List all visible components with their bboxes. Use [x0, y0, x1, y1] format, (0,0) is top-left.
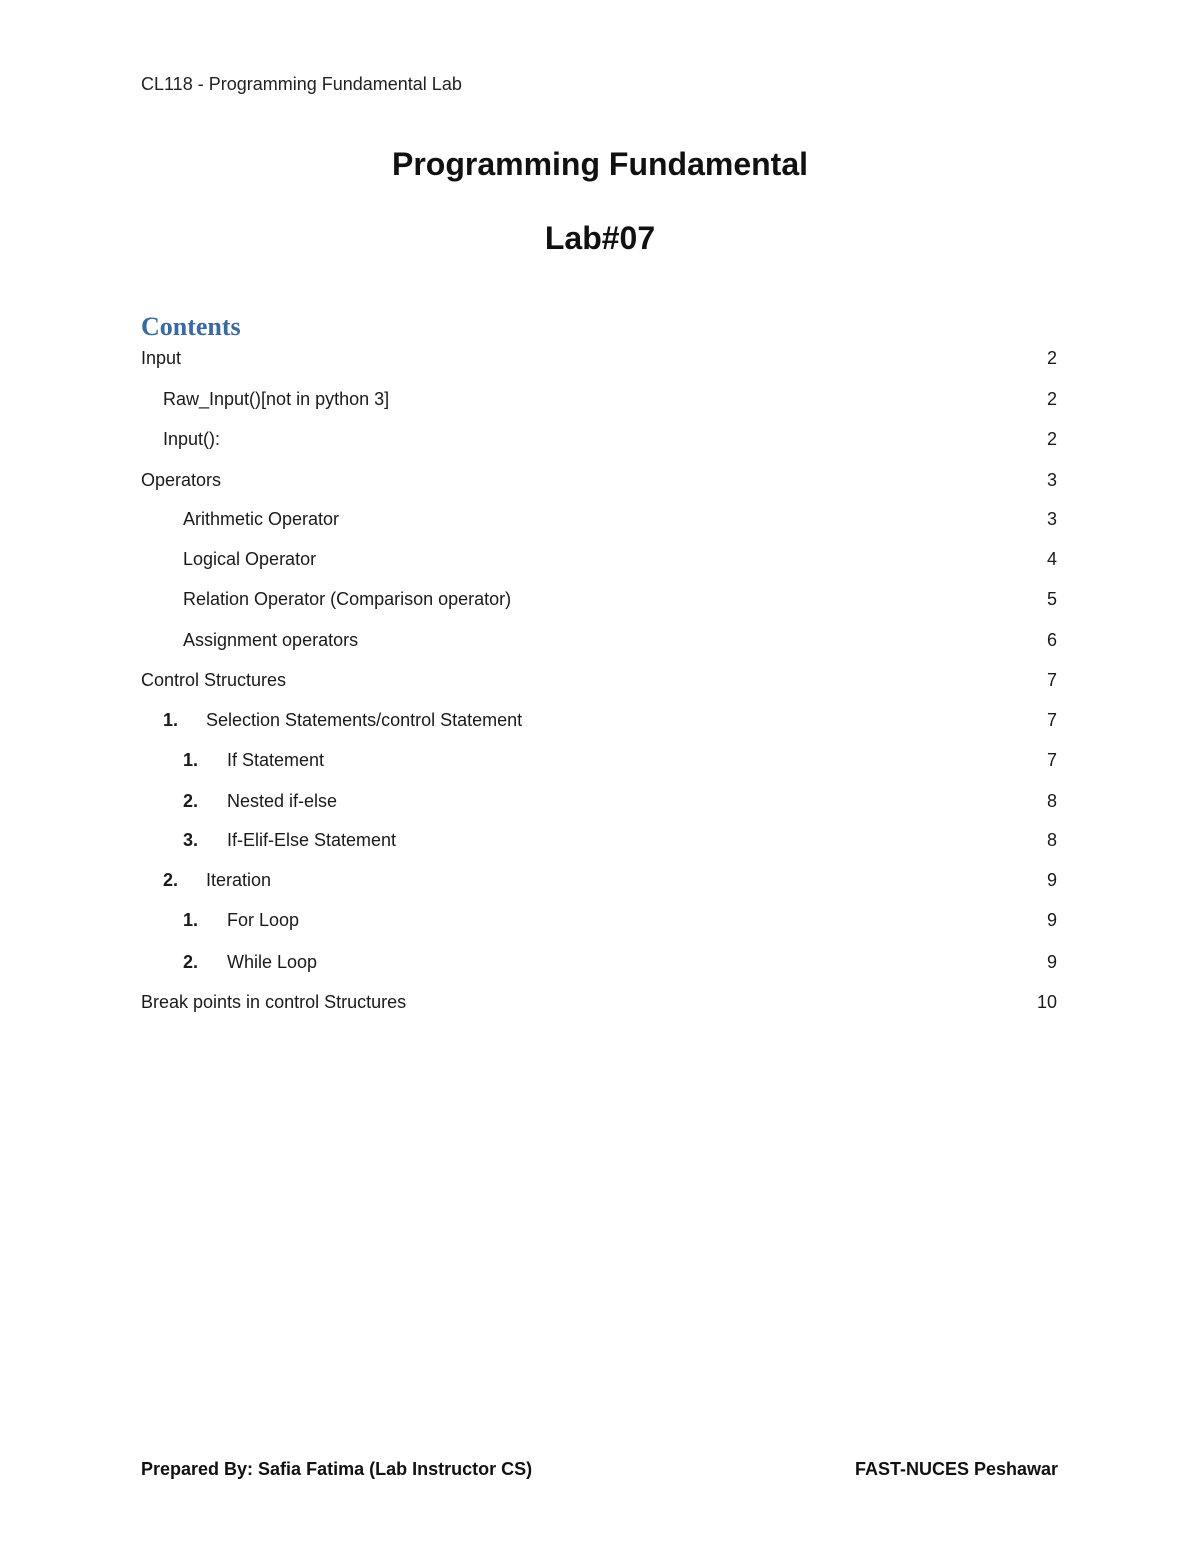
toc-entry-input[interactable] — [141, 348, 1057, 376]
toc-entry-number: 1. — [163, 710, 179, 730]
toc-entry-if-elif-else[interactable] — [141, 830, 1057, 858]
toc-entry-label[interactable]: Operators — [141, 470, 222, 490]
toc-entry-number: 2. — [163, 870, 179, 890]
toc-entry-number: 2. — [183, 791, 199, 811]
toc-entry-page: 8 — [1046, 830, 1057, 850]
running-header: CL118 - Programming Fundamental Lab — [141, 74, 462, 94]
toc-entry-label[interactable]: Arithmetic Operator — [183, 509, 340, 529]
toc-entry-label[interactable]: Raw_Input()[not in python 3] — [163, 389, 390, 409]
toc-entry-operators[interactable] — [141, 470, 1057, 498]
toc-entry-page: 5 — [1046, 589, 1057, 609]
lab-number-title: Lab#07 — [544, 220, 656, 256]
toc-entry-page: 9 — [1046, 910, 1057, 930]
toc-entry-while-loop[interactable] — [141, 952, 1057, 980]
toc-entry-label[interactable]: If-Elif-Else Statement — [227, 830, 397, 850]
toc-entry-page: 4 — [1046, 549, 1057, 569]
toc-entry-page: 2 — [1046, 348, 1057, 368]
toc-entry-page: 9 — [1046, 952, 1057, 972]
toc-entry-nested-if-else[interactable] — [141, 791, 1057, 819]
toc-entry-iteration[interactable] — [141, 870, 1057, 898]
toc-entry-label[interactable]: Control Structures — [141, 670, 287, 690]
toc-entry-assignment-operators[interactable] — [141, 630, 1057, 658]
contents-heading: Contents — [141, 312, 241, 341]
toc-entry-page: 7 — [1046, 670, 1057, 690]
toc-entry-page: 8 — [1046, 791, 1057, 811]
toc-entry-selection-statements[interactable] — [141, 710, 1057, 738]
toc-entry-page: 3 — [1046, 470, 1057, 490]
toc-entry-label[interactable]: Selection Statements/control Statement — [206, 710, 523, 730]
toc-entry-control-structures[interactable] — [141, 670, 1057, 698]
toc-entry-label[interactable]: Logical Operator — [183, 549, 317, 569]
toc-entry-arithmetic-operator[interactable] — [141, 509, 1057, 537]
footer-prepared-by: Prepared By: Safia Fatima (Lab Instructor CS) — [141, 1459, 533, 1479]
toc-entry-logical-operator[interactable] — [141, 549, 1057, 577]
toc-entry-number: 3. — [183, 830, 199, 850]
toc-entry-number: 2. — [183, 952, 199, 972]
toc-entry-page: 3 — [1046, 509, 1057, 529]
toc-entry-label[interactable]: Break points in control Structures — [141, 992, 407, 1012]
toc-entry-label[interactable]: Assignment operators — [183, 630, 359, 650]
toc-entry-label[interactable]: While Loop — [227, 952, 318, 972]
toc-entry-label[interactable]: Input(): — [163, 429, 221, 449]
toc-entry-label[interactable]: If Statement — [227, 750, 325, 770]
toc-entry-page: 10 — [1036, 992, 1057, 1012]
toc-entry-label[interactable]: For Loop — [227, 910, 300, 930]
toc-entry-relation-operator[interactable] — [141, 589, 1057, 617]
toc-entry-if-statement[interactable] — [141, 750, 1057, 778]
toc-entry-page: 6 — [1046, 630, 1057, 650]
toc-entry-raw-input[interactable] — [141, 389, 1057, 417]
toc-entry-input-func[interactable] — [141, 429, 1057, 457]
toc-entry-for-loop[interactable] — [141, 910, 1057, 938]
toc-entry-page: 2 — [1046, 389, 1057, 409]
toc-entry-page: 2 — [1046, 429, 1057, 449]
toc-entry-label[interactable]: Input — [141, 348, 182, 368]
toc-entry-label[interactable]: Relation Operator (Comparison operator) — [183, 589, 512, 609]
toc-entry-page: 7 — [1046, 710, 1057, 730]
toc-entry-number: 1. — [183, 750, 199, 770]
toc-entry-page: 9 — [1046, 870, 1057, 890]
footer-institution: FAST-NUCES Peshawar — [854, 1459, 1058, 1479]
toc-entry-page: 7 — [1046, 750, 1057, 770]
toc-entry-label[interactable]: Nested if-else — [227, 791, 338, 811]
toc-entry-number: 1. — [183, 910, 199, 930]
toc-entry-label[interactable]: Iteration — [206, 870, 272, 890]
toc-entry-break-points[interactable] — [141, 992, 1057, 1020]
document-title: Programming Fundamental — [391, 146, 809, 182]
